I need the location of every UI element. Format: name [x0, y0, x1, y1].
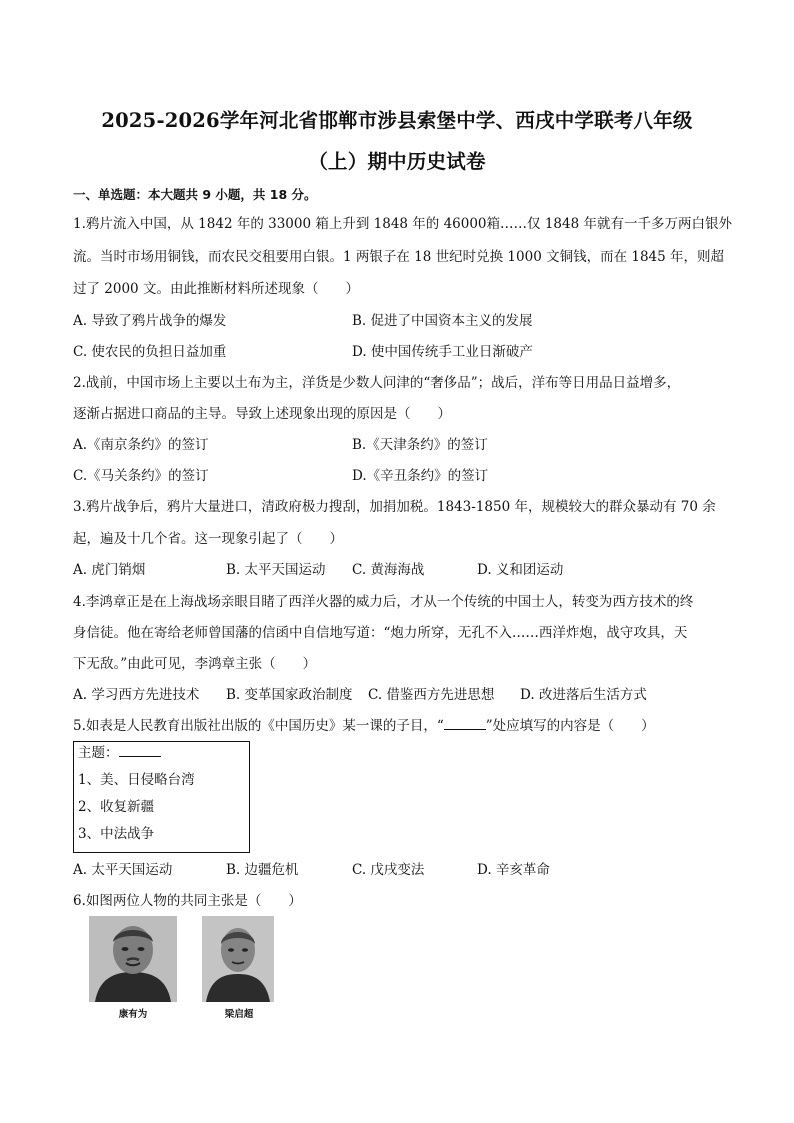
q5-theme-blank: [119, 744, 161, 757]
q2-option-d[interactable]: D.《辛丑条约》的签订: [352, 468, 489, 484]
q5-table-row-3: 3、中法战争: [78, 826, 155, 842]
caption-kang-youwei: 康有为: [118, 1009, 148, 1020]
q5-option-a[interactable]: A. 太平天国运动: [73, 862, 173, 878]
section-heading: 一、单选题：本大题共 9 小题，共 18 分。: [73, 187, 317, 202]
q1-stem-line2: 流。当时市场用铜钱，而农民交租要用白银。1 两银子在 18 世纪时兑换 1000 文铜钱，而在 1845 年，则超: [73, 249, 725, 265]
q4-option-b[interactable]: B. 变革国家政治制度: [226, 687, 353, 703]
q5-topic-table: [73, 741, 250, 853]
q3-stem-line1: 3.鸦片战争后，鸦片大量进口，清政府极力搜刮，加捐加税。1843-1850 年，规模较大的群众暴动有 70 余: [73, 499, 716, 515]
q4-option-d[interactable]: D. 改进落后生活方式: [520, 687, 647, 703]
q1-stem-line3: 过了 2000 文。由此推断材料所述现象（ ）: [73, 281, 359, 297]
q4-option-c[interactable]: C. 借鉴西方先进思想: [368, 687, 495, 703]
q5-option-d[interactable]: D. 辛亥革命: [477, 862, 550, 878]
q5-stem-part1: 5.如表是人民教育出版社出版的《中国历史》某一课的子目，“: [73, 718, 444, 734]
q5-table-theme: 主题：: [78, 744, 161, 762]
exam-title-line2: （上）期中历史试卷: [308, 150, 486, 173]
q5-table-row-1: 1、美、日侵略台湾: [78, 772, 195, 788]
portrait-liang-qichao: [202, 916, 274, 1002]
q1-option-d[interactable]: D. 使中国传统手工业日渐破产: [352, 344, 533, 360]
q3-stem-line2: 起，遍及十几个省。这一现象引起了（ ）: [73, 531, 343, 547]
q2-stem-line2: 逐渐占据进口商品的主导。导致上述现象出现的原因是（ ）: [73, 406, 451, 422]
q4-option-a[interactable]: A. 学习西方先进技术: [73, 687, 200, 703]
q3-option-a[interactable]: A. 虎门销烟: [73, 562, 146, 578]
portrait-kang-youwei: [89, 916, 177, 1002]
q4-stem-line3: 下无敌。”由此可见，李鸿章主张（ ）: [73, 656, 317, 672]
q5-stem-part2: ”处应填写的内容是（ ）: [485, 718, 655, 734]
q1-option-b[interactable]: B. 促进了中国资本主义的发展: [352, 313, 533, 329]
q2-option-a[interactable]: A.《南京条约》的签订: [73, 437, 209, 453]
q5-option-b[interactable]: B. 边疆危机: [226, 862, 299, 878]
q5-stem: [73, 717, 655, 735]
q6-stem: 6.如图两位人物的共同主张是（ ）: [73, 893, 302, 909]
q3-option-b[interactable]: B. 太平天国运动: [226, 562, 326, 578]
q1-option-c[interactable]: C. 使农民的负担日益加重: [73, 344, 227, 360]
q5-option-c[interactable]: C. 戊戌变法: [352, 862, 425, 878]
q1-stem-line1: 1.鸦片流入中国，从 1842 年的 33000 箱上升到 1848 年的 46000箱……仅 1848 年就有一千多万两白银外: [73, 216, 732, 232]
q5-blank: [444, 717, 486, 730]
q2-option-b[interactable]: B.《天津条约》的签订: [352, 437, 488, 453]
q4-stem-line2: 身信徒。他在寄给老师曾国藩的信函中自信地写道：“炮力所穿，无孔不入……西洋炸炮，战守攻具，天: [73, 625, 688, 641]
q2-stem-line1: 2.战前，中国市场上主要以土布为主，洋货是少数人问津的“奢侈品”；战后，洋布等日用品日益增多，: [73, 375, 681, 391]
q3-option-c[interactable]: C. 黄海海战: [352, 562, 425, 578]
q1-option-a[interactable]: A. 导致了鸦片战争的爆发: [73, 313, 227, 329]
q3-option-d[interactable]: D. 义和团运动: [477, 562, 564, 578]
exam-title-line1: 2025-2026学年河北省邯郸市涉县索堡中学、西戌中学联考八年级: [101, 109, 693, 132]
q2-option-c[interactable]: C.《马关条约》的签订: [73, 468, 209, 484]
q4-stem-line1: 4.李鸿章正是在上海战场亲眼目睹了西洋火器的威力后，才从一个传统的中国士人，转变为西方技术的终: [73, 594, 694, 610]
caption-liang-qichao: 梁启超: [224, 1009, 254, 1020]
q5-table-row-2: 2、收复新疆: [78, 799, 155, 815]
